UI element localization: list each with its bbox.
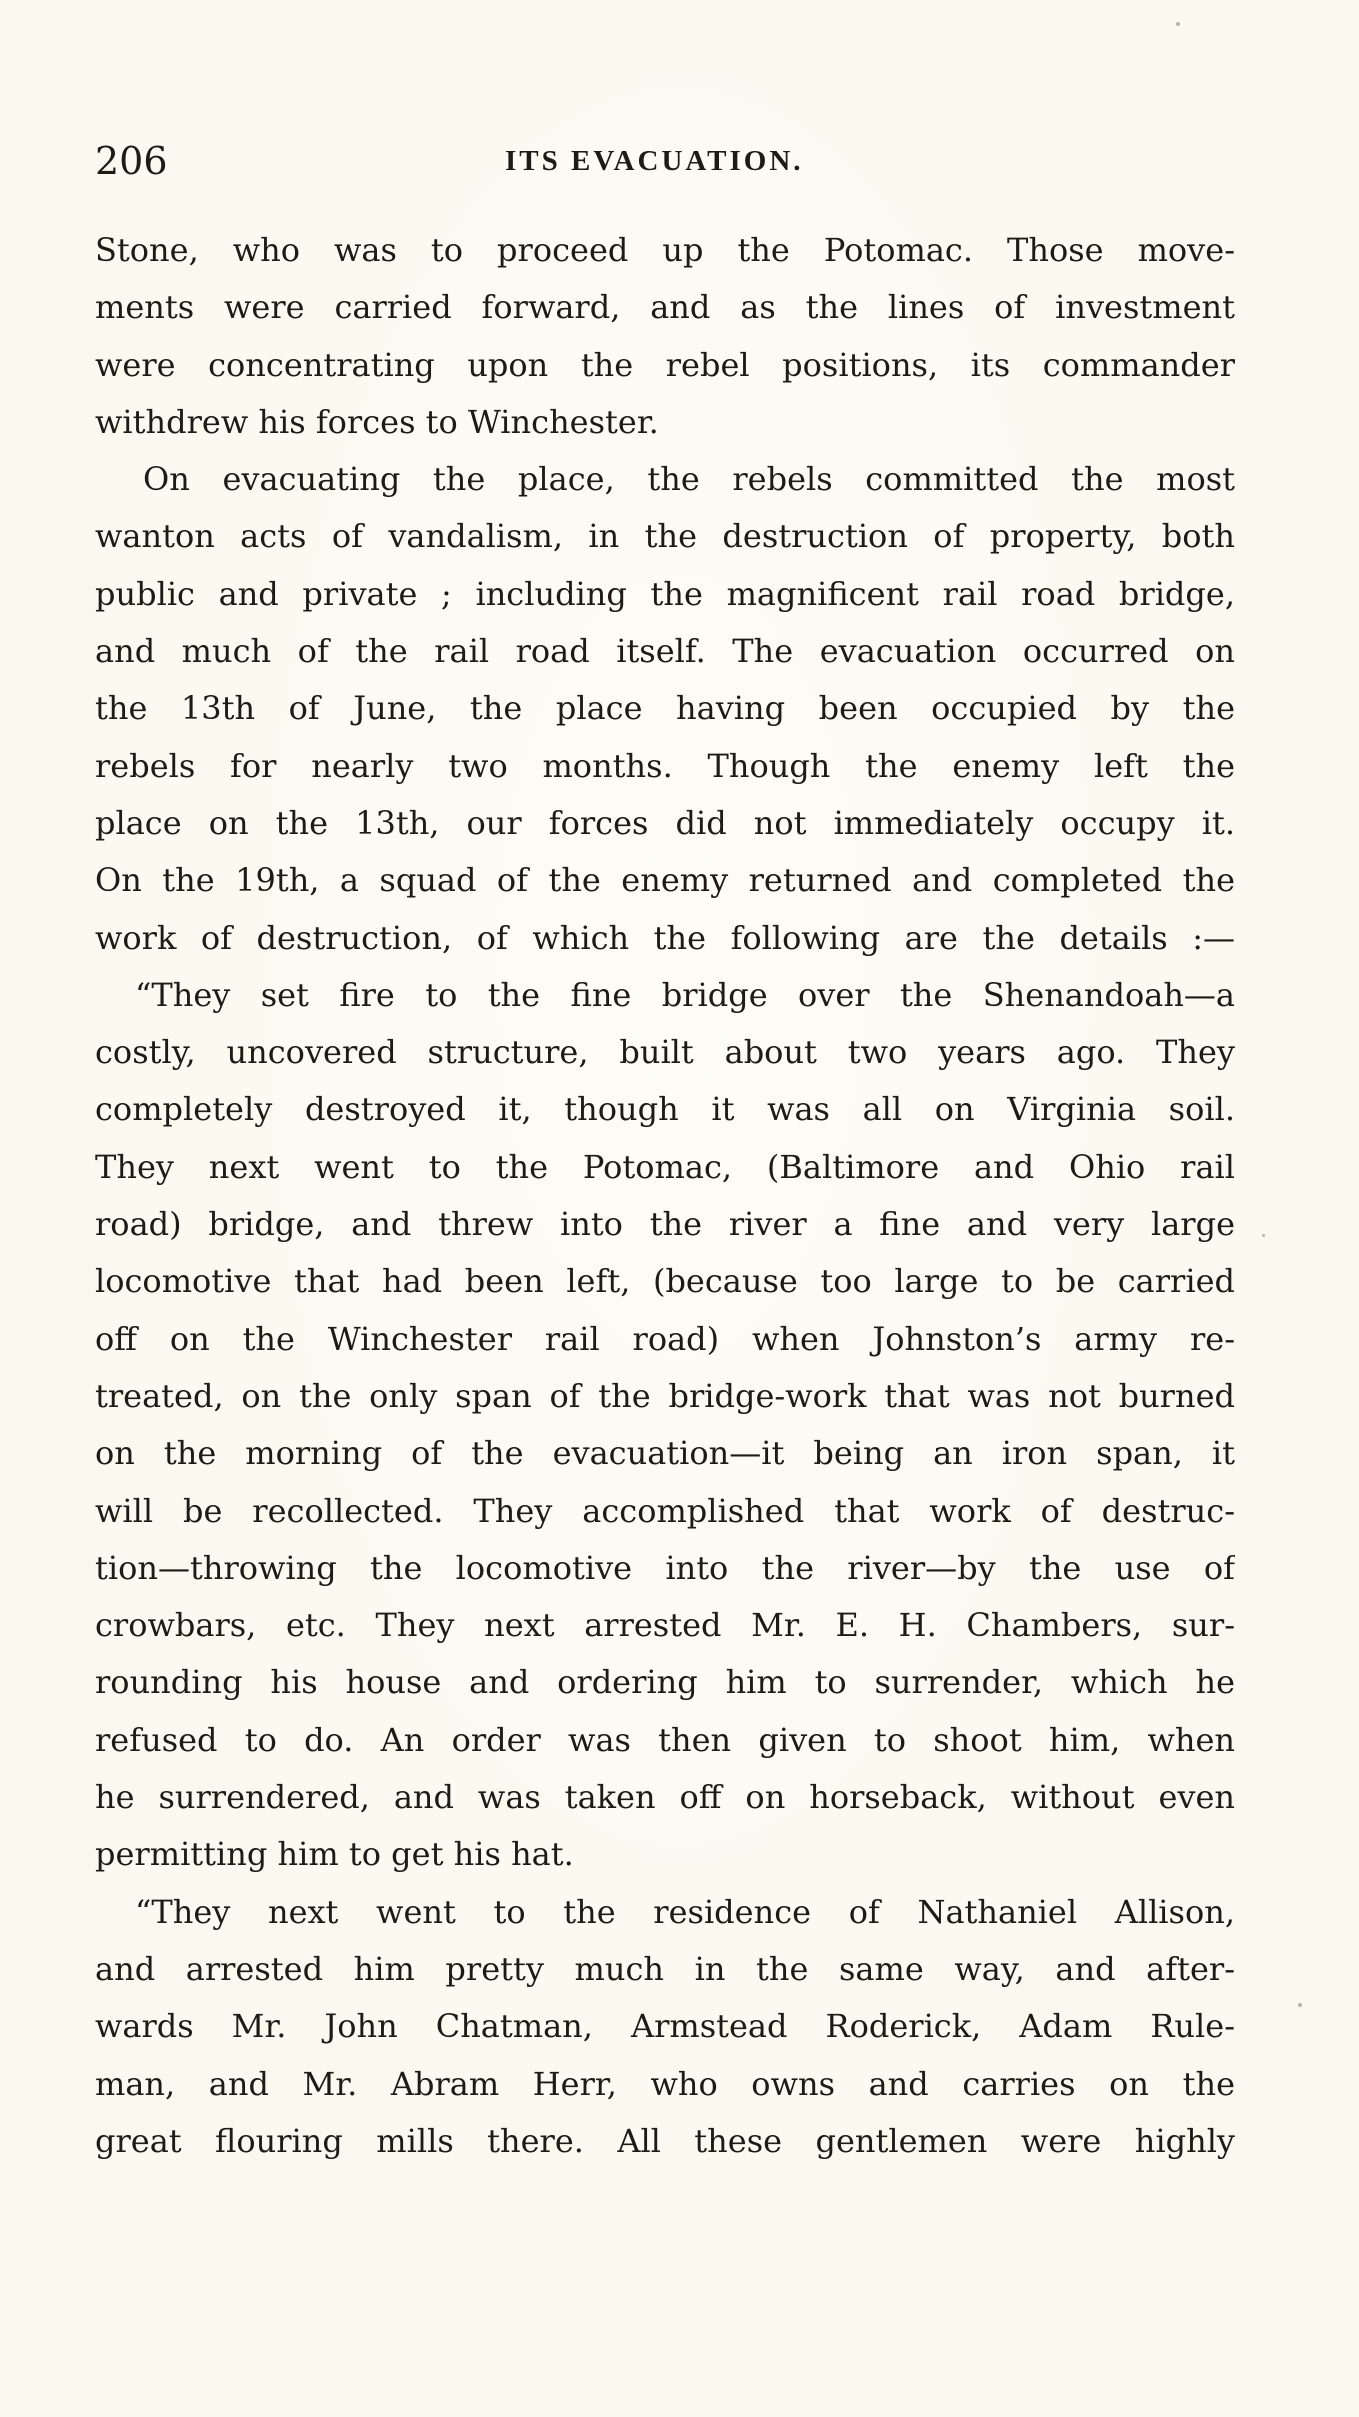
text-line: On the 19th, a squad of the enemy returned and completed the (95, 861, 1235, 900)
text-line: were concentrating upon the rebel positions, its commander (95, 345, 1235, 384)
text-line: ments were carried forward, and as the lines of investment (95, 288, 1235, 327)
text-line: off on the Winchester rail road) when Johnston’s army re- (95, 1319, 1235, 1358)
text-line: work of destruction, of which the following are the details :— (95, 918, 1235, 957)
text-line: will be recollected. They accomplished that work of destruc- (95, 1491, 1235, 1530)
text-line: refused to do. An order was then given to shoot him, when (95, 1720, 1235, 1759)
paper-speck (1176, 22, 1180, 26)
text-line: withdrew his forces to Winchester. (95, 402, 659, 441)
page-body-text (95, 222, 1235, 2170)
text-line: and arrested him pretty much in the same way, and after- (95, 1949, 1235, 1988)
text-line: crowbars, etc. They next arrested Mr. E. H. Chambers, sur- (95, 1606, 1235, 1645)
text-line: road) bridge, and threw into the river a fine and very large (95, 1205, 1235, 1244)
text-line: wanton acts of vandalism, in the destruction of property, both (95, 517, 1235, 556)
text-line: man, and Mr. Abram Herr, who owns and carries on the (95, 2064, 1235, 2103)
text-line: rebels for nearly two months. Though the enemy left the (95, 746, 1235, 785)
text-line: the 13th of June, the place having been occupied by the (95, 689, 1235, 728)
text-line: treated, on the only span of the bridge-work that was not burned (95, 1376, 1235, 1415)
text-line: public and private ; including the magnificent rail road bridge, (95, 574, 1235, 613)
text-line: locomotive that had been left, (because too large to be carried (95, 1262, 1235, 1301)
paragraph-start-line: “They next went to the residence of Nathaniel Allison, (135, 1892, 1235, 1931)
text-line: permitting him to get his hat. (95, 1835, 574, 1874)
text-line: great flouring mills there. All these gentlemen were highly (95, 2121, 1235, 2160)
text-line: rounding his house and ordering him to surrender, which he (95, 1663, 1235, 1702)
text-line: costly, uncovered structure, built about two years ago. They (95, 1033, 1235, 1072)
text-line: place on the 13th, our forces did not immediately occupy it. (95, 803, 1235, 842)
page-header (95, 136, 1235, 186)
paragraph-start-line: On evacuating the place, the rebels committed the most (143, 460, 1235, 499)
text-line: on the morning of the evacuation—it being an iron span, it (95, 1434, 1235, 1473)
text-line: wards Mr. John Chatman, Armstead Roderick, Adam Rule- (95, 2007, 1235, 2046)
text-line: tion—throwing the locomotive into the river—by the use of (95, 1548, 1235, 1587)
text-line: and much of the rail road itself. The evacuation occurred on (95, 632, 1235, 671)
paper-speck (1298, 2003, 1302, 2007)
running-head: ITS EVACUATION. (505, 145, 804, 177)
text-line: Stone, who was to proceed up the Potomac. Those move- (95, 231, 1235, 269)
text-line: They next went to the Potomac, (Baltimore and Ohio rail (95, 1147, 1235, 1186)
page-number: 206 (95, 139, 168, 183)
text-line: he surrendered, and was taken off on horseback, without even (95, 1778, 1235, 1817)
paper-speck (1262, 1234, 1265, 1237)
paragraph-start-line: “They set fire to the fine bridge over the Shenandoah—a (135, 975, 1235, 1014)
text-line: completely destroyed it, though it was all on Virginia soil. (95, 1090, 1235, 1129)
